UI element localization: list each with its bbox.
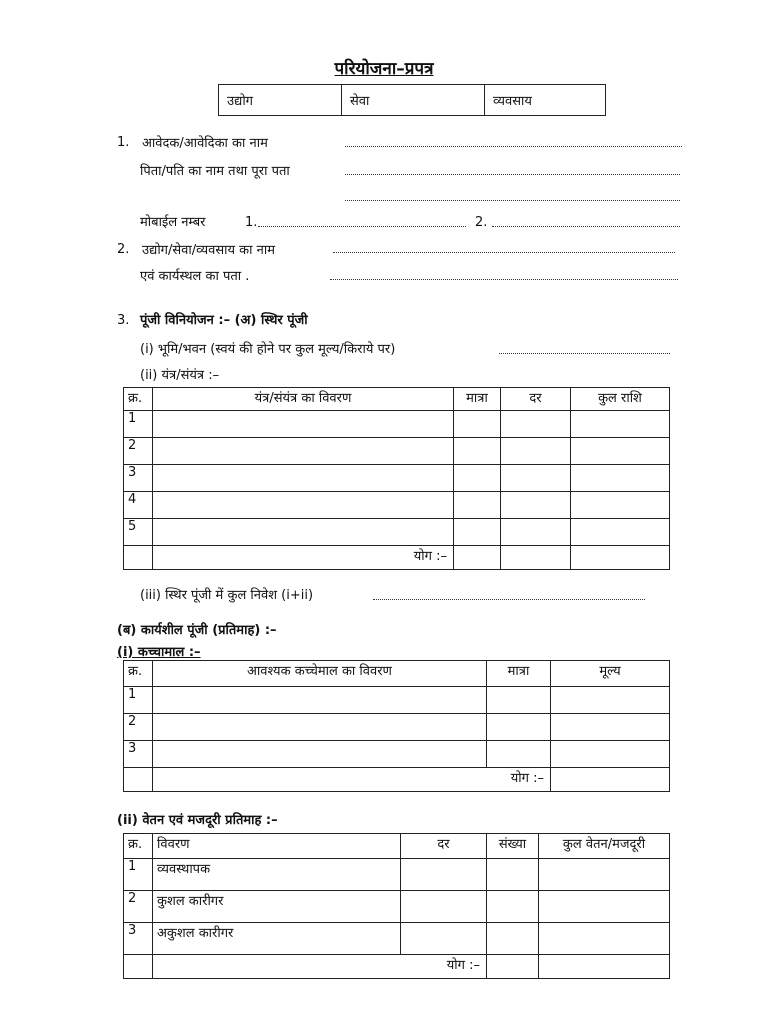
count-cell[interactable] bbox=[487, 891, 539, 923]
table-row bbox=[124, 411, 670, 438]
count-cell[interactable] bbox=[487, 859, 539, 891]
mobile-label: मोबाईल नम्बर bbox=[140, 215, 206, 230]
workplace-address-label: एवं कार्यस्थल का पता . bbox=[140, 269, 250, 284]
fixed-capital-total-label: (iii) स्थिर पूंजी में कुल निवेश (i+ii) bbox=[140, 588, 314, 603]
wage-col-total: कुल वेतन/मजदूरी bbox=[539, 834, 670, 859]
father-name-label: पिता/पति का नाम तथा पूरा पता bbox=[140, 164, 290, 179]
rate-cell[interactable] bbox=[501, 492, 571, 519]
amount-cell[interactable] bbox=[571, 465, 670, 492]
desc-cell[interactable] bbox=[153, 465, 454, 492]
raw-total-label: योग :– bbox=[487, 768, 551, 792]
count-cell[interactable] bbox=[487, 923, 539, 955]
address-line-field[interactable] bbox=[345, 200, 680, 201]
row-number: 1 bbox=[124, 411, 153, 438]
table-row bbox=[124, 438, 670, 465]
table-row bbox=[124, 492, 670, 519]
wage-desc: व्यवस्थापक bbox=[153, 859, 401, 891]
table-row bbox=[124, 891, 670, 923]
wages-table bbox=[123, 833, 670, 979]
table-row bbox=[124, 714, 670, 741]
table-row bbox=[124, 687, 670, 714]
father-name-field[interactable] bbox=[345, 174, 680, 175]
rate-cell[interactable] bbox=[501, 411, 571, 438]
row-number: 1 bbox=[124, 859, 153, 891]
rate-cell[interactable] bbox=[501, 438, 571, 465]
working-capital-heading: (ब) कार्यशील पूंजी (प्रतिमाह) :– bbox=[117, 623, 277, 638]
total-cell[interactable] bbox=[539, 859, 670, 891]
section1-number: 1. bbox=[117, 135, 130, 150]
section3-number: 3. bbox=[117, 313, 130, 328]
business-name-label: उद्योग/सेवा/व्यवसाय का नाम bbox=[142, 243, 276, 258]
category-business: व्यवसाय bbox=[485, 85, 606, 116]
table-row bbox=[124, 859, 670, 891]
raw-total-value[interactable] bbox=[551, 768, 670, 792]
amount-cell[interactable] bbox=[571, 492, 670, 519]
machinery-col-qty: मात्रा bbox=[454, 388, 501, 411]
total-cell[interactable] bbox=[539, 891, 670, 923]
wage-total-amount[interactable] bbox=[539, 955, 670, 979]
wage-desc: कुशल कारीगर bbox=[153, 891, 401, 923]
qty-cell[interactable] bbox=[454, 492, 501, 519]
value-cell[interactable] bbox=[551, 687, 670, 714]
desc-cell[interactable] bbox=[153, 687, 487, 714]
fixed-capital-total-field[interactable] bbox=[373, 599, 645, 600]
rate-cell[interactable] bbox=[401, 923, 487, 955]
machinery-total-rate[interactable] bbox=[501, 546, 571, 570]
row-number: 4 bbox=[124, 492, 153, 519]
machinery-col-sno: क्र. bbox=[124, 388, 153, 411]
raw-col-qty: मात्रा bbox=[487, 661, 551, 687]
desc-cell[interactable] bbox=[153, 714, 487, 741]
qty-cell[interactable] bbox=[487, 687, 551, 714]
page-title: परियोजना–प्रपत्र bbox=[334, 59, 434, 79]
machinery-label: (ii) यंत्र/संयंत्र :– bbox=[140, 368, 220, 383]
rate-cell[interactable] bbox=[501, 465, 571, 492]
rate-cell[interactable] bbox=[401, 859, 487, 891]
desc-cell[interactable] bbox=[153, 411, 454, 438]
table-row bbox=[124, 923, 670, 955]
qty-cell[interactable] bbox=[454, 411, 501, 438]
category-industry: उद्योग bbox=[219, 85, 342, 116]
rate-cell[interactable] bbox=[501, 519, 571, 546]
business-name-field[interactable] bbox=[333, 252, 675, 253]
applicant-name-label: आवेदक/आवेदिका का नाम bbox=[142, 136, 268, 151]
raw-col-desc: आवश्यक कच्चेमाल का विवरण bbox=[153, 661, 487, 687]
machinery-col-amount: कुल राशि bbox=[571, 388, 670, 411]
wage-desc: अकुशल कारीगर bbox=[153, 923, 401, 955]
wage-col-count: संख्या bbox=[487, 834, 539, 859]
row-number: 2 bbox=[124, 891, 153, 923]
row-number: 3 bbox=[124, 465, 153, 492]
total-cell[interactable] bbox=[539, 923, 670, 955]
wage-col-sno: क्र. bbox=[124, 834, 153, 859]
land-building-field[interactable] bbox=[499, 353, 670, 354]
qty-cell[interactable] bbox=[487, 741, 551, 768]
capital-investment-heading: पूंजी विनियोजन :– (अ) स्थिर पूंजी bbox=[140, 313, 308, 328]
applicant-name-field[interactable] bbox=[345, 146, 682, 147]
raw-material-table bbox=[123, 660, 670, 792]
raw-col-value: मूल्य bbox=[551, 661, 670, 687]
amount-cell[interactable] bbox=[571, 438, 670, 465]
amount-cell[interactable] bbox=[571, 411, 670, 438]
machinery-table bbox=[123, 387, 670, 570]
wage-col-rate: दर bbox=[401, 834, 487, 859]
row-number: 3 bbox=[124, 741, 153, 768]
mobile-2-label: 2. bbox=[475, 215, 488, 230]
desc-cell[interactable] bbox=[153, 741, 487, 768]
raw-col-sno: क्र. bbox=[124, 661, 153, 687]
workplace-address-field[interactable] bbox=[330, 279, 678, 280]
table-row bbox=[124, 519, 670, 546]
row-number: 5 bbox=[124, 519, 153, 546]
row-number: 2 bbox=[124, 438, 153, 465]
row-number: 2 bbox=[124, 714, 153, 741]
desc-cell[interactable] bbox=[153, 492, 454, 519]
wage-total-label: योग :– bbox=[401, 955, 487, 979]
desc-cell[interactable] bbox=[153, 519, 454, 546]
mobile-1-label: 1. bbox=[245, 215, 258, 230]
wage-total-count[interactable] bbox=[487, 955, 539, 979]
land-building-label: (i) भूमि/भवन (स्वयं की होने पर कुल मूल्य/किराये पर) bbox=[140, 342, 396, 357]
wage-col-desc: विवरण bbox=[153, 834, 401, 859]
machinery-col-rate: दर bbox=[501, 388, 571, 411]
category-boxes bbox=[218, 84, 606, 116]
rate-cell[interactable] bbox=[401, 891, 487, 923]
section2-number: 2. bbox=[117, 242, 130, 257]
raw-material-heading: (i) कच्चामाल :– bbox=[117, 645, 201, 660]
desc-cell[interactable] bbox=[153, 438, 454, 465]
amount-cell[interactable] bbox=[571, 519, 670, 546]
table-row bbox=[124, 741, 670, 768]
value-cell[interactable] bbox=[551, 714, 670, 741]
machinery-total-amount[interactable] bbox=[571, 546, 670, 570]
qty-cell[interactable] bbox=[487, 714, 551, 741]
row-number: 3 bbox=[124, 923, 153, 955]
mobile-1-field[interactable] bbox=[258, 226, 466, 227]
mobile-2-field[interactable] bbox=[492, 226, 680, 227]
row-number: 1 bbox=[124, 687, 153, 714]
table-row bbox=[124, 465, 670, 492]
machinery-col-desc: यंत्र/संयंत्र का विवरण bbox=[153, 388, 454, 411]
qty-cell[interactable] bbox=[454, 519, 501, 546]
qty-cell[interactable] bbox=[454, 465, 501, 492]
qty-cell[interactable] bbox=[454, 438, 501, 465]
category-service: सेवा bbox=[342, 85, 485, 116]
machinery-total-label: योग :– bbox=[153, 546, 454, 570]
value-cell[interactable] bbox=[551, 741, 670, 768]
wages-heading: (ii) वेतन एवं मजदूरी प्रतिमाह :– bbox=[117, 813, 278, 828]
